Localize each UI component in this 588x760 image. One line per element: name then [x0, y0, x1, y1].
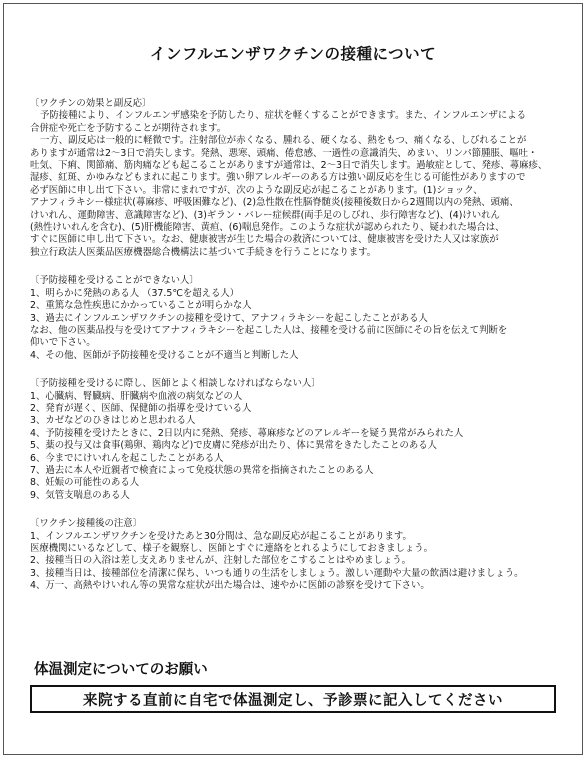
list-item: 5、薬の投与又は食事(鶏卵、鶏肉など)で皮膚に発疹が出たり、体に異常をきたしたことのある人 [30, 440, 438, 452]
list-item: 9、気管支喘息のある人 [30, 489, 130, 501]
effects-line: 必ず医師に申し出て下さい。非常にまれですが、次のような副反応が起こることがあります。(1)ショック、 [30, 184, 483, 196]
temperature-note-box [30, 685, 556, 713]
cannot-list [30, 288, 570, 362]
section-heading-effects: 〔ワクチンの効果と副反応〕 [30, 98, 152, 109]
document-body [30, 98, 570, 593]
after-list [30, 531, 570, 593]
effects-line: 合併症や死亡を予防することが期待されます。 [30, 122, 227, 134]
list-item: 7、過去に本人や近親者で検査によって免疫状態の異常を指摘されたことのある人 [30, 464, 374, 476]
list-item: 1、明らかに発熱のある人 （37.5℃を超える人） [30, 287, 240, 299]
effects-line: アナフィラキシー様症状(蕁麻疹、呼吸困難など)、(2)急性散在性脳脊髄炎(接種後数日から2週間以内の発熱、頭痛、 [30, 197, 519, 209]
list-item: 3、過去にインフルエンザワクチンの接種を受けて、アナフィラキシーを起こしたことがある人 [30, 312, 428, 324]
list-item: 4、万一、高熱やけいれん等の異常な症状が出た場合は、速やかに医師の診察を受けて下さい。 [30, 580, 430, 592]
effects-line: (熱性けいれんを含む)、(5)肝機能障害、黄疸、(6)喘息発作。このような症状が認められたり、疑われた場合は、 [30, 222, 505, 234]
list-item-note: なお、他の医薬品投与を受けてアナフィラキシーを起こした人は、接種を受ける前に医師にその旨を伝えて判断を [30, 324, 508, 336]
list-item: 2、発育が遅く、医師、保健師の指導を受けている人 [30, 402, 252, 414]
section-heading-consult: 〔予防接種を受けるに際し、医師とよく相談しなければならない人〕 [30, 378, 321, 390]
list-item: 3、カゼなどのひきはじめと思われる人 [30, 415, 196, 427]
list-item-note: 仰いで下さい。 [30, 337, 96, 349]
effects-line: 予防接種により、インフルエンザ感染を予防したり、症状を軽くすることができます。また、インフルエンザによる [40, 110, 527, 122]
effects-line: 湿疹、紅斑、かゆみなどもまれに起こります。強い卵アレルギーのある方は強い副反応を生じる可能性がありますので [30, 172, 526, 184]
section-heading-cannot: 〔予防接種を受けることができない人〕 [30, 275, 199, 287]
effects-line: 吐気、下痢、関節痛、筋肉痛なども起こることがありますが通常は、2～3日で消失します。過敏症として、発疹、蕁麻疹、 [30, 160, 548, 172]
document-page [3, 3, 583, 755]
section-heading-after: 〔ワクチン接種後の注意〕 [30, 518, 143, 530]
list-item: 3、接種当日は、接種部位を清潔に保ち、いつも通りの生活をしましょう。激しい運動や大量の飲酒は避けましょう。 [30, 567, 524, 579]
page-title: インフルエンザワクチンの接種について [149, 45, 437, 63]
list-item: 6、今までにけいれんを起こしたことがある人 [30, 452, 224, 464]
effects-line: 独立行政法人医薬品医療機器総合機構法に基づいて手続きを行うことになります。 [30, 246, 377, 258]
list-item: 4、その他、医師が予防接種を受けることが不適当と判断した人 [30, 349, 299, 361]
list-item: 2、重篤な急性疾患にかかっていることが明らかな人 [30, 300, 252, 312]
consult-list [30, 391, 570, 503]
list-item: 8、妊娠の可能性のある人 [30, 477, 140, 489]
effects-line: けいれん、運動障害、意識障害など)、(3)ギラン・バレー症候群(両手足のしびれ、歩行障害など)、(4)けいれん [30, 209, 500, 221]
list-item-note: 医療機関にいるなどして、様子を観察し、医師とすぐに連絡をとれるようにしておきましょう。 [30, 543, 433, 554]
list-item: 1、インフルエンザワクチンを受けたあと30分間は、急な副反応が起こることがあります。 [30, 530, 412, 542]
list-item: 1、心臓病、腎臓病、肝臓病や血液の病気などの人 [30, 390, 243, 402]
temperature-note-heading: 体温測定についてのお願い [34, 662, 208, 678]
effects-line: ありますが通常は2～3日で消失します。発熱、悪寒、頭痛、倦怠感、一過性の意識消失、めまい、リンパ節腫脹、嘔吐・ [30, 147, 538, 159]
effects-line: 一方、副反応は一般的に軽微です。注射部位が赤くなる、腫れる、硬くなる、熱をもつ、痛くなる、しびれることが [40, 135, 527, 147]
list-item: 2、接種当日の入浴は差し支えありませんが、注射した部位をこすることはやめましょう。 [30, 555, 411, 567]
temperature-note-text: 来院する直前に自宅で体温測定し、予診票に記入してください [83, 692, 503, 709]
effects-line: すぐに医師に申し出て下さい。なお、健康被害が生じた場合の救済については、健康被害を受けた人又は家族が [30, 234, 499, 246]
list-item: 4、予防接種を受けたときに、2日以内に発熱、発疹、蕁麻疹などのアレルギーを疑う異常がみられた人 [30, 427, 464, 439]
